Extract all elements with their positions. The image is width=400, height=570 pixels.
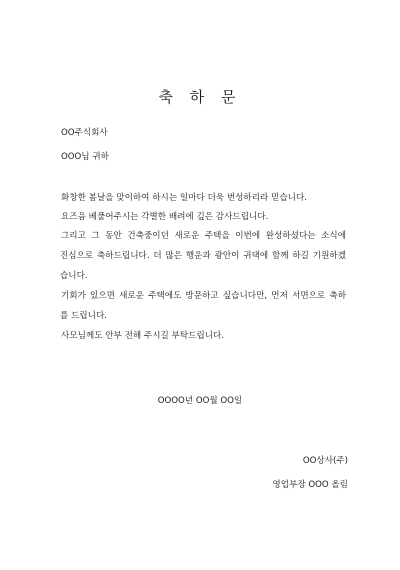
body-line-1: 화창한 봄날을 맞이하여 하시는 일마다 더욱 번성하리라 믿습니다. bbox=[61, 193, 307, 203]
recipient-company: OO주식회사 bbox=[61, 128, 108, 138]
body-line-3: 그리고 그 동안 건축중이던 새로운 주택을 이번에 완성하셨다는 소식에 bbox=[61, 231, 346, 241]
sender-name: 영업부장 OOO 올림 bbox=[272, 480, 348, 490]
body-line-4: 진심으로 축하드립니다. 더 많은 행운과 광안이 귀댁에 함께 하길 기원하겠 bbox=[60, 251, 346, 261]
body-line-5: 습니다. bbox=[60, 271, 88, 281]
document-date: OOOO년 OO월 OO일 bbox=[157, 396, 243, 406]
body-line-6: 기회가 있으면 새로운 주택에도 방문하고 싶습니다만, 먼저 서면으로 축하 bbox=[61, 291, 346, 301]
sender-company: OO상사(주) bbox=[302, 456, 348, 466]
body-line-7: 를 드립니다. bbox=[60, 311, 107, 321]
body-line-8: 사모님께도 안부 전해 주시길 부탁드립니다. bbox=[61, 331, 225, 341]
body-line-2: 요즈음 베풀어주시는 각별한 배려에 깊은 감사드립니다. bbox=[61, 212, 269, 222]
document-title: 축 하 문 bbox=[158, 88, 242, 106]
recipient-person: OOO님 귀하 bbox=[61, 152, 109, 162]
